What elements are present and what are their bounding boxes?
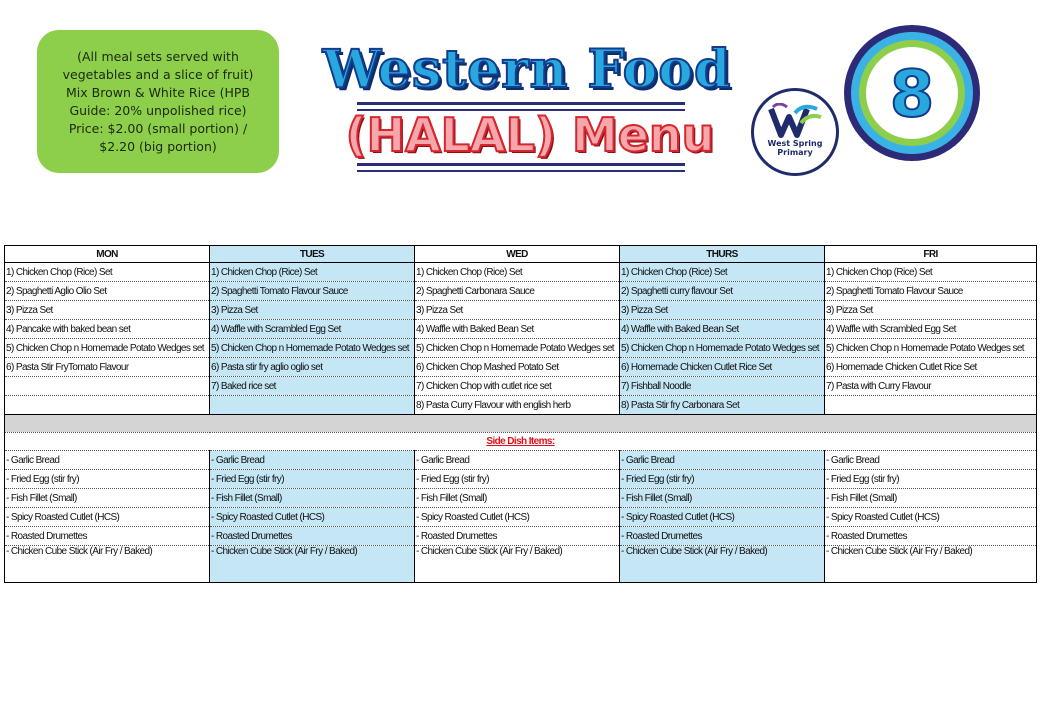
day-header-row <box>5 246 1037 263</box>
stall-number-badge <box>843 24 981 162</box>
menu-cell: 5) Chicken Chop n Homemade Potato Wedges set <box>210 339 415 358</box>
table-row <box>5 527 1037 546</box>
menu-cell: 8) Pasta Stir fry Carbonara Set <box>620 396 825 415</box>
menu-cell: 7) Chicken Chop with cutlet rice set <box>415 377 620 396</box>
side-cell: - Chicken Cube Stick (Air Fry / Baked) <box>5 546 210 583</box>
menu-cell: 1) Chicken Chop (Rice) Set <box>5 263 210 282</box>
side-cell: - Spicy Roasted Cutlet (HCS) <box>5 508 210 527</box>
menu-cell: 8) Pasta Curry Flavour with english herb <box>415 396 620 415</box>
side-cell: - Fish Fillet (Small) <box>825 489 1037 508</box>
side-cell: - Roasted Drumettes <box>5 527 210 546</box>
menu-cell: 2) Spaghetti curry flavour Set <box>620 282 825 301</box>
day-header: MON <box>5 246 210 263</box>
table-row <box>5 396 1037 415</box>
menu-cell <box>210 396 415 415</box>
menu-cell: 3) Pizza Set <box>620 301 825 320</box>
menu-cell: 6) Homemade Chicken Cutlet Rice Set <box>825 358 1037 377</box>
table-row <box>5 263 1037 282</box>
side-cell: - Roasted Drumettes <box>825 527 1037 546</box>
school-name-line1: West Spring <box>767 139 823 148</box>
day-header: TUES <box>210 246 415 263</box>
side-cell: - Roasted Drumettes <box>210 527 415 546</box>
menu-cell: 4) Waffle with Scrambled Egg Set <box>210 320 415 339</box>
menu-cell: 7) Baked rice set <box>210 377 415 396</box>
table-row <box>5 508 1037 527</box>
day-header: FRI <box>825 246 1037 263</box>
side-cell: - Garlic Bread <box>210 451 415 470</box>
side-cell: - Chicken Cube Stick (Air Fry / Baked) <box>825 546 1037 583</box>
title-western-food: Western Food <box>322 39 732 100</box>
menu-cell <box>5 396 210 415</box>
side-cell: - Fish Fillet (Small) <box>620 489 825 508</box>
separator-row <box>5 415 1037 433</box>
side-cell: - Fish Fillet (Small) <box>415 489 620 508</box>
menu-cell: 6) Pasta stir fry aglio oglio set <box>210 358 415 377</box>
day-header: THURS <box>620 246 825 263</box>
table-row <box>5 377 1037 396</box>
menu-cell: 4) Pancake with baked bean set <box>5 320 210 339</box>
info-line: Mix Brown & White Rice (HPB <box>66 85 250 100</box>
menu-cell: 5) Chicken Chop n Homemade Potato Wedges set <box>5 339 210 358</box>
side-cell: - Fish Fillet (Small) <box>210 489 415 508</box>
menu-cell: 1) Chicken Chop (Rice) Set <box>415 263 620 282</box>
side-cell: - Chicken Cube Stick (Air Fry / Baked) <box>415 546 620 583</box>
day-header: WED <box>415 246 620 263</box>
menu-cell: 3) Pizza Set <box>5 301 210 320</box>
menu-cell: 2) Spaghetti Carbonara Sauce <box>415 282 620 301</box>
side-cell: - Garlic Bread <box>620 451 825 470</box>
menu-cell: 5) Chicken Chop n Homemade Potato Wedges set <box>620 339 825 358</box>
menu-cell: 2) Spaghetti Tomato Flavour Sauce <box>825 282 1037 301</box>
table-row <box>5 546 1037 583</box>
menu-cell: 1) Chicken Chop (Rice) Set <box>620 263 825 282</box>
info-line: vegetables and a slice of fruit) <box>62 67 254 82</box>
separator <box>5 415 1037 433</box>
table-row <box>5 451 1037 470</box>
menu-cell <box>5 377 210 396</box>
side-cell: - Fried Egg (stir fry) <box>415 470 620 489</box>
menu-cell: 6) Chicken Chop Mashed Potato Set <box>415 358 620 377</box>
meal-info-box <box>37 30 279 173</box>
title-halal-menu: (HALAL) Menu <box>345 108 715 162</box>
side-cell: - Spicy Roasted Cutlet (HCS) <box>620 508 825 527</box>
side-cell: - Spicy Roasted Cutlet (HCS) <box>210 508 415 527</box>
menu-cell: 3) Pizza Set <box>210 301 415 320</box>
table-row <box>5 339 1037 358</box>
menu-cell: 6) Pasta Stir FryTomato Flavour <box>5 358 210 377</box>
side-cell: - Spicy Roasted Cutlet (HCS) <box>825 508 1037 527</box>
side-cell: - Fried Egg (stir fry) <box>620 470 825 489</box>
side-cell: - Garlic Bread <box>825 451 1037 470</box>
side-cell: - Chicken Cube Stick (Air Fry / Baked) <box>620 546 825 583</box>
menu-cell: 7) Fishball Noodle <box>620 377 825 396</box>
school-logo <box>751 88 839 176</box>
table-row <box>5 301 1037 320</box>
stall-number: 8 <box>889 58 935 132</box>
side-cell: - Roasted Drumettes <box>415 527 620 546</box>
menu-cell: 6) Homemade Chicken Cutlet Rice Set <box>620 358 825 377</box>
table-row <box>5 470 1037 489</box>
side-cell: - Fried Egg (stir fry) <box>5 470 210 489</box>
weekly-menu-table <box>4 245 1037 583</box>
side-cell: - Garlic Bread <box>5 451 210 470</box>
table-row <box>5 320 1037 339</box>
menu-cell: 4) Waffle with Baked Bean Set <box>415 320 620 339</box>
table-row <box>5 489 1037 508</box>
side-cell: - Fried Egg (stir fry) <box>210 470 415 489</box>
side-cell: - Roasted Drumettes <box>620 527 825 546</box>
menu-cell: 4) Waffle with Scrambled Egg Set <box>825 320 1037 339</box>
menu-cell: 5) Chicken Chop n Homemade Potato Wedges set <box>825 339 1037 358</box>
menu-cell: 7) Pasta with Curry Flavour <box>825 377 1037 396</box>
menu-cell: 1) Chicken Chop (Rice) Set <box>210 263 415 282</box>
side-cell: - Chicken Cube Stick (Air Fry / Baked) <box>210 546 415 583</box>
info-line: $2.20 (big portion) <box>99 139 217 154</box>
school-name-line2: Primary <box>777 148 813 157</box>
school-w-icon <box>767 103 823 139</box>
menu-cell: 2) Spaghetti Aglio Olio Set <box>5 282 210 301</box>
table-row <box>5 282 1037 301</box>
side-dish-title: Side Dish Items: <box>486 436 555 447</box>
menu-cell: 3) Pizza Set <box>415 301 620 320</box>
info-line: (All meal sets served with <box>77 49 239 64</box>
side-cell: - Fish Fillet (Small) <box>5 489 210 508</box>
side-cell: - Spicy Roasted Cutlet (HCS) <box>415 508 620 527</box>
menu-cell: 2) Spaghetti Tomato Flavour Sauce <box>210 282 415 301</box>
info-line: Guide: 20% unpolished rice) <box>69 103 247 118</box>
table-row <box>5 358 1037 377</box>
side-cell: - Fried Egg (stir fry) <box>825 470 1037 489</box>
menu-cell: 3) Pizza Set <box>825 301 1037 320</box>
menu-cell <box>825 396 1037 415</box>
menu-cell: 5) Chicken Chop n Homemade Potato Wedges set <box>415 339 620 358</box>
info-line: Price: $2.00 (small portion) / <box>68 121 248 136</box>
menu-cell: 4) Waffle with Baked Bean Set <box>620 320 825 339</box>
side-cell: - Garlic Bread <box>415 451 620 470</box>
menu-cell: 1) Chicken Chop (Rice) Set <box>825 263 1037 282</box>
side-dish-title-row <box>5 433 1037 451</box>
